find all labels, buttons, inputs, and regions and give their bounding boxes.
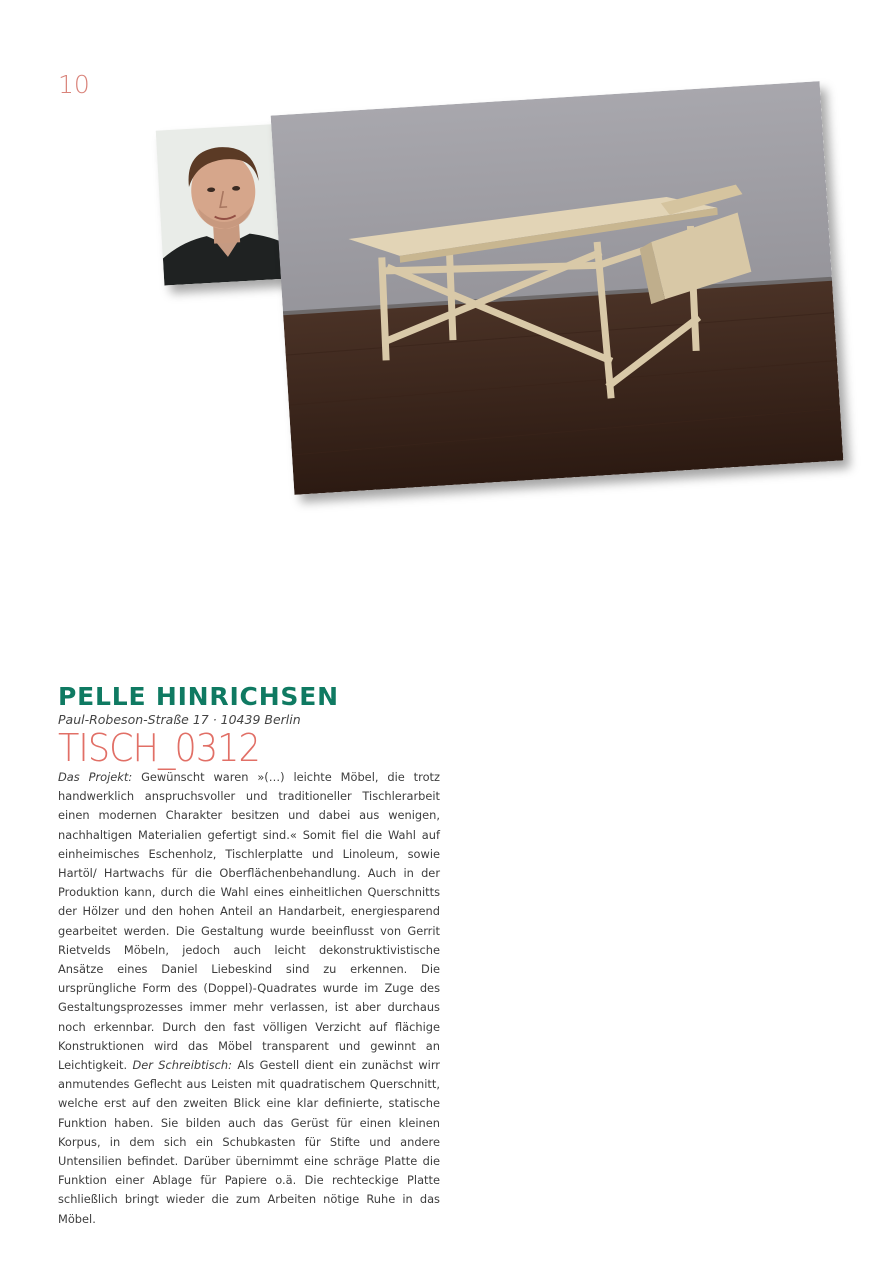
designer-address: Paul-Robeson-Straße 17 · 10439 Berlin — [58, 712, 301, 727]
intro-text: Gewünscht waren »(…) leichte Möbel, die trotz handwerklich anspruchsvoller und traditioneller Tischlerarbeit einen modernen Charakter besitzen und dabei aus wenigen, nachhaltigen Materialien gefertigt sind.« Somit fiel die Wahl auf einheimisches Eschenholz, Tischlerplatte und Linoleum, sowie Hartöl/ Hartwachs für die Oberflächenbehandlung. Auch in der Produktion kann, durch die Wahl eines einheitlichen Querschnitts der Hölzer und den hohen Anteil an Handarbeit, energiesparend gearbeitet werden. Die Gestaltung wurde beeinflusst von Gerrit Rietvelds Möbeln, jedoch auch leicht dekonstruktivistische Ansätze eines Daniel Liebeskind sind zu erkennen. Die ursprüngliche Form des (Doppel)-Quadrates wurde im Zuge des Gestaltungsprozesses immer mehr verlassen, ist aber durchaus noch erkennbar. Durch den fast völligen Verzicht auf flächige Konstruktionen wird das Möbel transparent und gewinnt an Leichtigkeit. — [58, 770, 440, 1073]
project-description — [58, 768, 440, 1229]
desk-label: Der Schreibtisch: — [132, 1058, 232, 1073]
project-title: TISCH_0312 — [58, 726, 260, 770]
desk-text: Als Gestell dient ein zunächst wirr anmutendes Geflecht aus Leisten mit quadratischem Querschnitt, welche erst auf den zweiten Blick eine klar definierte, statische Funktion haben. Sie bilden auch das Gerüst für einen kleinen Korpus, in dem sich ein Schubkasten für Stifte und andere Untensilien befindet. Darüber übernimmt eine schräge Platte die Funktion einer Ablage für Papiere o.ä. Die rechteckige Platte schließlich bringt wieder die zum Arbeiten nötige Ruhe in das Möbel. — [58, 1058, 440, 1226]
designer-entry — [58, 682, 440, 1229]
table-photo — [271, 81, 844, 495]
page-number: 10 — [58, 70, 90, 99]
designer-name: PELLE HINRICHSEN — [58, 682, 339, 711]
intro-label: Das Projekt: — [58, 770, 133, 784]
